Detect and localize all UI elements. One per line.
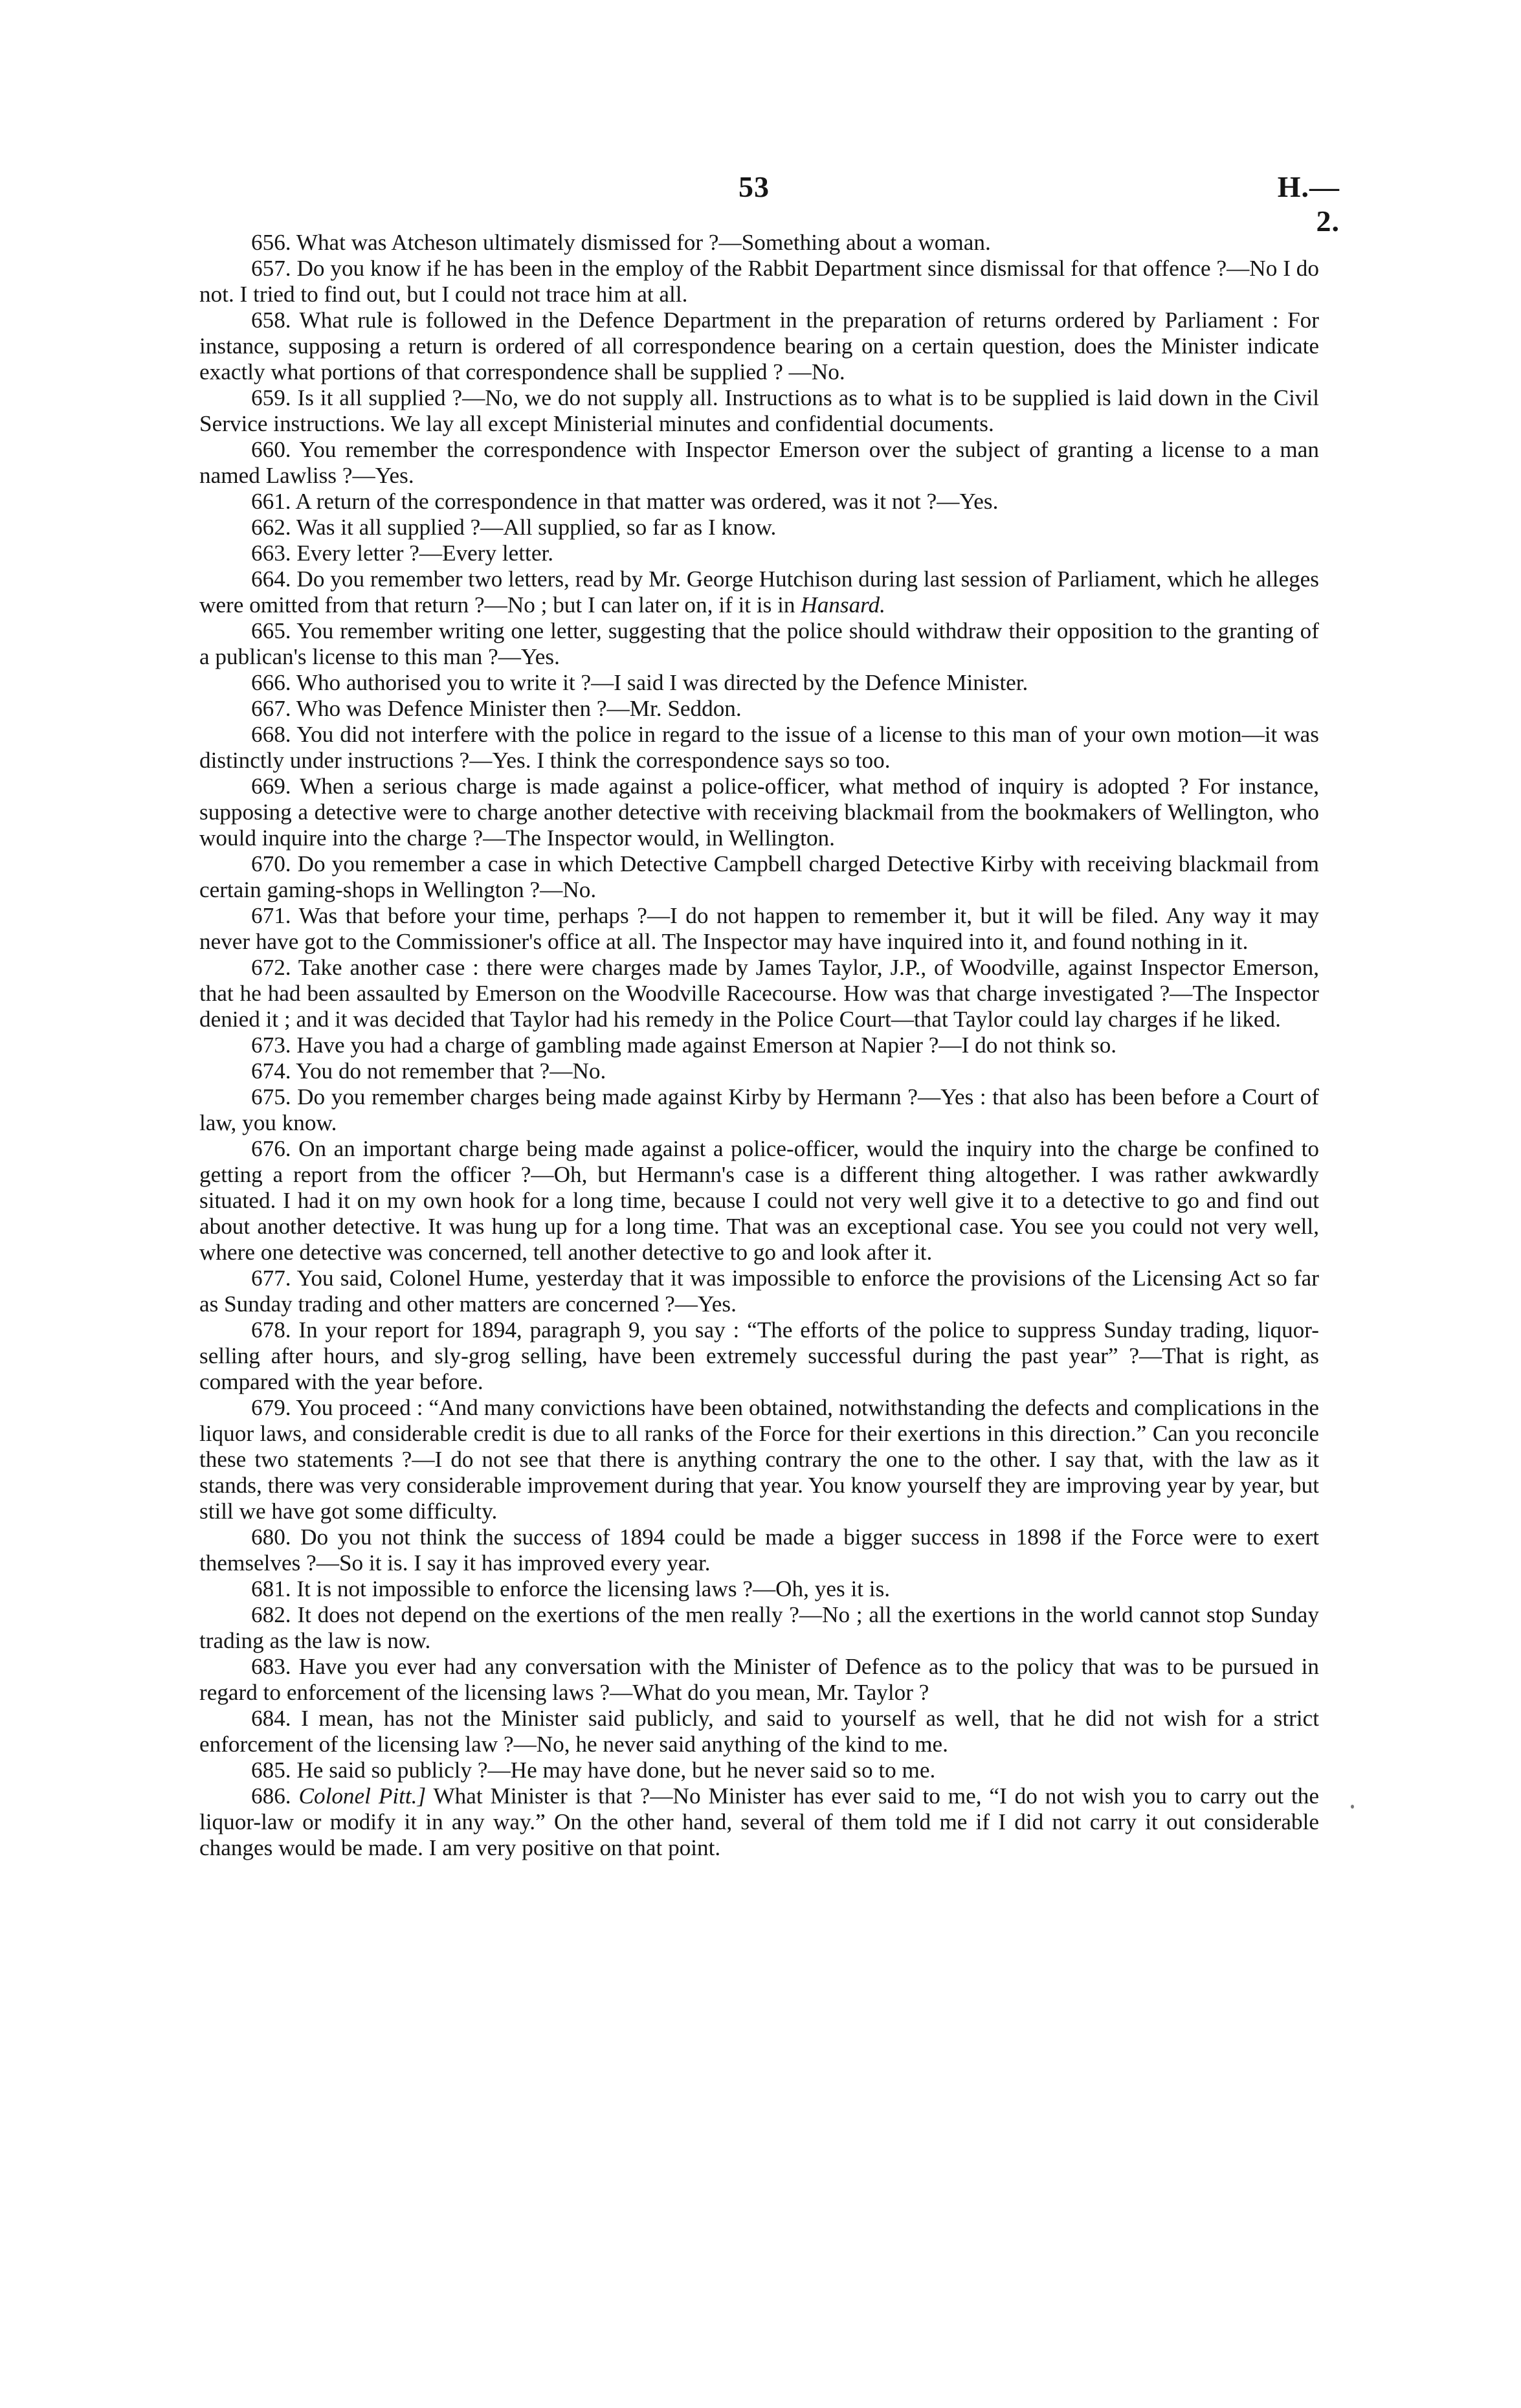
question-677: 677. You said, Colonel Hume, yesterday that it was impossible to enforce the provisions of the Licensing Act so far as Sunday trading and other matters are concerned ?—Yes. bbox=[199, 1265, 1319, 1317]
question-659: 659. Is it all supplied ?—No, we do not supply all. Instructions as to what is to be supplied is laid down in the Civil Service instructions. We lay all except Ministerial minutes and confidential documents. bbox=[199, 385, 1319, 436]
question-661: 661. A return of the correspondence in that matter was ordered, was it not ?—Yes. bbox=[251, 489, 999, 514]
evidence-text bbox=[199, 230, 1319, 1861]
question-664-text: 664. Do you remember two letters, read by Mr. George Hutchison during last session of Parliament, which he alleges were omitted from that return ?—No ; but I can later on, if it is in bbox=[199, 566, 1319, 618]
question-675: 675. Do you remember charges being made against Kirby by Hermann ?—Yes : that also has been before a Court of law, you know. bbox=[199, 1084, 1319, 1135]
question-656: 656. What was Atcheson ultimately dismissed for ?—Something about a woman. bbox=[251, 230, 991, 255]
question-674: 674. You do not remember that ?—No. bbox=[251, 1058, 606, 1084]
question-682: 682. It does not depend on the exertions of the men really ?—No ; all the exertions in the world cannot stop Sunday trading as the law is now. bbox=[199, 1602, 1319, 1653]
question-662: 662. Was it all supplied ?—All supplied, so far as I know. bbox=[251, 515, 777, 540]
question-665: 665. You remember writing one letter, suggesting that the police should withdraw their opposition to the granting of a publican's license to this man ?—Yes. bbox=[199, 618, 1319, 669]
question-658: 658. What rule is followed in the Defence Department in the preparation of returns ordered by Parliament : For instance, supposing a return is ordered of all correspondence bearing on a certain question, does the Minister indicate exactly what portions of that correspondence shall be supplied ? —No. bbox=[199, 307, 1319, 385]
question-678: 678. In your report for 1894, paragraph 9, you say : “The efforts of the police to suppress Sunday trading, liquor-selling after hours, and sly-grog selling, have been extremely successful during the past year” ?—That is right, as compared with the year before. bbox=[199, 1317, 1319, 1394]
question-663: 663. Every letter ?—Every letter. bbox=[251, 541, 554, 566]
question-669: 669. When a serious charge is made against a police-officer, what method of inquiry is adopted ? For instance, supposing a detective were to charge another detective with receiving blackmail from the bookmakers of Wellington, who would inquire into the charge ?—The Inspector would, in Wellington. bbox=[199, 774, 1319, 851]
margin-speck bbox=[1351, 1805, 1354, 1809]
question-667: 667. Who was Defence Minister then ?—Mr. Seddon. bbox=[251, 696, 742, 721]
question-683: 683. Have you ever had any conversation with the Minister of Defence as to the policy that was to be pursued in regard to enforcement of the licensing laws ?—What do you mean, Mr. Taylor ? bbox=[199, 1654, 1319, 1705]
question-685: 685. He said so publicly ?—He may have done, but he never said so to me. bbox=[251, 1757, 936, 1783]
question-660: 660. You remember the correspondence with Inspector Emerson over the subject of granting a license to a man named Lawliss ?—Yes. bbox=[199, 437, 1319, 488]
question-686 bbox=[199, 1783, 1319, 1861]
question-668: 668. You did not interfere with the police in regard to the issue of a license to this man of your own motion—it was distinctly under instructions ?—Yes. I think the correspondence says so too. bbox=[199, 722, 1319, 773]
hansard-reference: Hansard. bbox=[801, 592, 885, 618]
page-number: 53 bbox=[738, 170, 770, 203]
question-679: 679. You proceed : “And many convictions have been obtained, notwithstanding the defects and complications in the liquor laws, and considerable credit is due to all ranks of the Force for their exertions in this direction.” Can you reconcile these two statements ?—I do not see that there is anything contrary the one to the other. I say that, with the law as it stands, there was very considerable improvement during that year. You know yourself they are improving year by year, but still we have got some difficulty. bbox=[199, 1395, 1319, 1524]
question-686-text: What Minister is that ?—No Minister has ever said to me, “I do not wish you to carry out the liquor-law or modify it in any way.” On the other hand, several of them told me if I did not carry it out considerable changes would be made. I am very positive on that point. bbox=[199, 1783, 1320, 1860]
question-672: 672. Take another case : there were charges made by James Taylor, J.P., of Woodville, against Inspector Emerson, that he had been assaulted by Emerson on the Woodville Racecourse. How was that charge investigated ?—The Inspector denied it ; and it was decided that Taylor had his remedy in the Police Court—that Taylor could lay charges if he liked. bbox=[199, 955, 1319, 1032]
question-676: 676. On an important charge being made against a police-officer, would the inquiry into the charge be confined to getting a report from the officer ?—Oh, but Hermann's case is a different thing altogether. I was rather awkwardly situated. I had it on my own hook for a long time, because I could not very well give it to a detective to go and find out about another detective. It was hung up for a long time. That was an exceptional case. You see you could not very well, where one detective was concerned, tell another detective to go and look after it. bbox=[199, 1136, 1319, 1265]
question-686-number: 686. bbox=[251, 1783, 291, 1809]
document-reference: H.—2. bbox=[1277, 170, 1340, 238]
question-664 bbox=[199, 566, 1319, 618]
question-670: 670. Do you remember a case in which Detective Campbell charged Detective Kirby with receiving blackmail from certain gaming-shops in Wellington ?—No. bbox=[199, 851, 1319, 902]
speaker-label: Colonel Pitt.] bbox=[298, 1783, 427, 1809]
question-681: 681. It is not impossible to enforce the licensing laws ?—Oh, yes it is. bbox=[251, 1576, 891, 1601]
question-684: 684. I mean, has not the Minister said publicly, and said to yourself as well, that he did not wish for a strict enforcement of the licensing law ?—No, he never said anything of the kind to me. bbox=[199, 1706, 1319, 1757]
question-671: 671. Was that before your time, perhaps ?—I do not happen to remember it, but it will be filed. Any way it may never have got to the Commissioner's office at all. The Inspector may have inquired into it, and found nothing in it. bbox=[199, 903, 1319, 954]
question-673: 673. Have you had a charge of gambling made against Emerson at Napier ?—I do not think so. bbox=[251, 1032, 1117, 1058]
question-666: 666. Who authorised you to write it ?—I said I was directed by the Defence Minister. bbox=[251, 670, 1028, 695]
question-680: 680. Do you not think the success of 1894 could be made a bigger success in 1898 if the Force were to exert themselves ?—So it is. I say it has improved every year. bbox=[199, 1524, 1319, 1576]
question-657: 657. Do you know if he has been in the employ of the Rabbit Department since dismissal for that offence ?—No I do not. I tried to find out, but I could not trace him at all. bbox=[199, 256, 1319, 307]
